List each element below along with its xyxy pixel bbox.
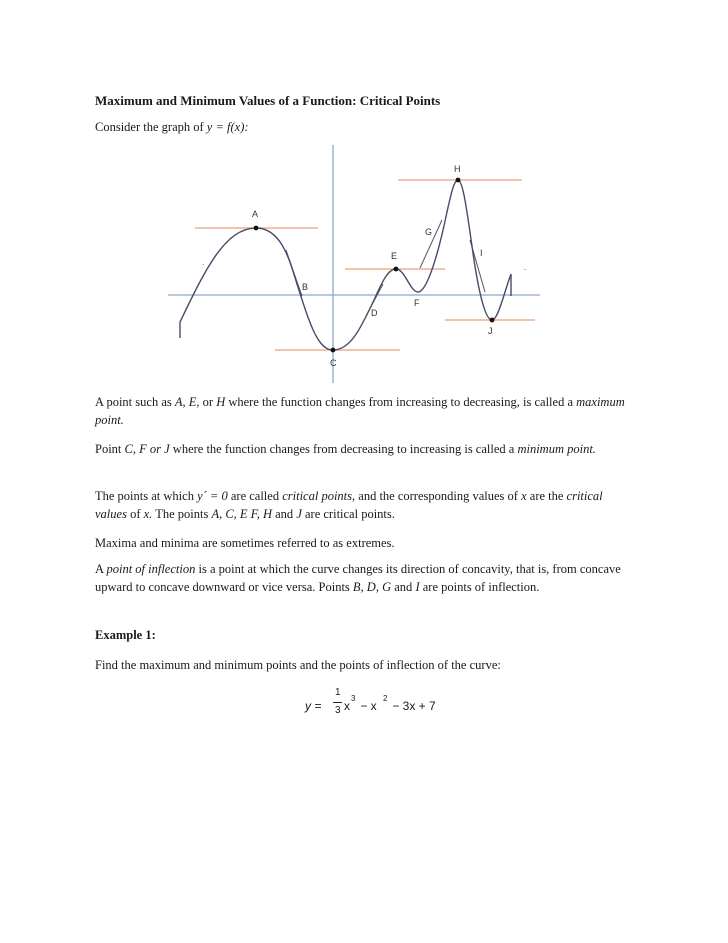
paragraph-critical (95, 487, 625, 523)
para3-point-j: J (296, 507, 302, 521)
intro-function: y = f(x): (206, 120, 249, 134)
para3-x2: x. (143, 507, 153, 521)
label-f: F (414, 298, 420, 308)
function-curve (180, 180, 511, 350)
intro-prefix: Consider the graph of (95, 120, 207, 134)
equation-middle: − x (357, 699, 377, 713)
para1-point-h: H (216, 395, 226, 409)
paragraph-extremes: Maxima and minima are sometimes referred to as extremes. (95, 536, 395, 550)
para5-term: point of inflection (106, 562, 196, 576)
para3-text-d: are the (526, 489, 567, 503)
para5-text-a: A (95, 562, 107, 576)
para2-text-a: Point (95, 442, 125, 456)
fraction-bar (333, 702, 342, 703)
para3-points: A, C, E F, H (211, 507, 272, 521)
para3-text-h: are critical points. (301, 507, 395, 521)
para2-text-b: where the function changes from decreasing to increasing is called a (169, 442, 518, 456)
para5-text-b: is a point at which the curve changes its direction of concavity, that is, from concave upward to concave downward or vice versa. Points (95, 562, 621, 594)
para3-text-b: are called (227, 489, 283, 503)
para3-text-f: The points (152, 507, 212, 521)
para3-text-e: of (126, 507, 144, 521)
point-j (490, 318, 495, 323)
point-c (331, 348, 336, 353)
equation-denominator: 3 (335, 705, 341, 716)
label-a: A (252, 209, 259, 219)
para5-point-i: I (415, 580, 420, 594)
para1-text-c: where the function changes from increasing to decreasing, is called a (225, 395, 577, 409)
para3-condition: y´ = 0 (197, 489, 228, 503)
paragraph-maximum (95, 393, 625, 429)
example-heading: Example 1: (95, 628, 156, 642)
para3-text-a: The points at which (95, 489, 198, 503)
function-graph (0, 0, 728, 400)
label-b: B (302, 282, 309, 292)
label-c: C (330, 358, 337, 368)
para2-points: C, F or J (124, 442, 170, 456)
point-a (254, 226, 259, 231)
para1-points: A, E, (174, 395, 200, 409)
equation-x1: x (344, 699, 350, 713)
para2-term: minimum point. (517, 442, 596, 456)
para3-term2: critical values (95, 489, 603, 521)
equation-lhs: y = (305, 699, 322, 713)
point-h (456, 178, 461, 183)
stray-mark-left: . (202, 258, 205, 267)
paragraph-minimum (95, 440, 625, 458)
example-text: Find the maximum and minimum points and the points of inflection of the curve: (95, 658, 501, 672)
equation-numerator: 1 (335, 687, 341, 698)
label-g: G (425, 227, 433, 237)
label-h: H (454, 164, 461, 174)
label-d: D (371, 308, 378, 318)
para5-text-c: and (391, 580, 416, 594)
page-title: Maximum and Minimum Values of a Function: Critical Points (95, 93, 441, 108)
equation-power2: 2 (383, 694, 388, 703)
para1-text-b: or (199, 395, 217, 409)
label-j: J (488, 326, 493, 336)
paragraph-inflection (95, 560, 625, 596)
para3-term1: critical points, (282, 489, 356, 503)
para3-text-c: and the corresponding values of (355, 489, 522, 503)
point-e (394, 267, 399, 272)
label-e: E (391, 251, 398, 261)
para5-text-d: are points of inflection. (419, 580, 540, 594)
equation (305, 687, 465, 727)
stray-mark-right: . (524, 263, 527, 272)
para3-text-g: and (272, 507, 297, 521)
equation-rest: − 3x + 7 (389, 699, 436, 713)
para3-x1: x (521, 489, 527, 503)
equation-power1: 3 (351, 694, 356, 703)
label-i: I (480, 248, 483, 258)
para5-points: B, D, G (352, 580, 392, 594)
para1-term: maximum point. (95, 395, 625, 427)
para1-text-a: A point such as (95, 395, 175, 409)
